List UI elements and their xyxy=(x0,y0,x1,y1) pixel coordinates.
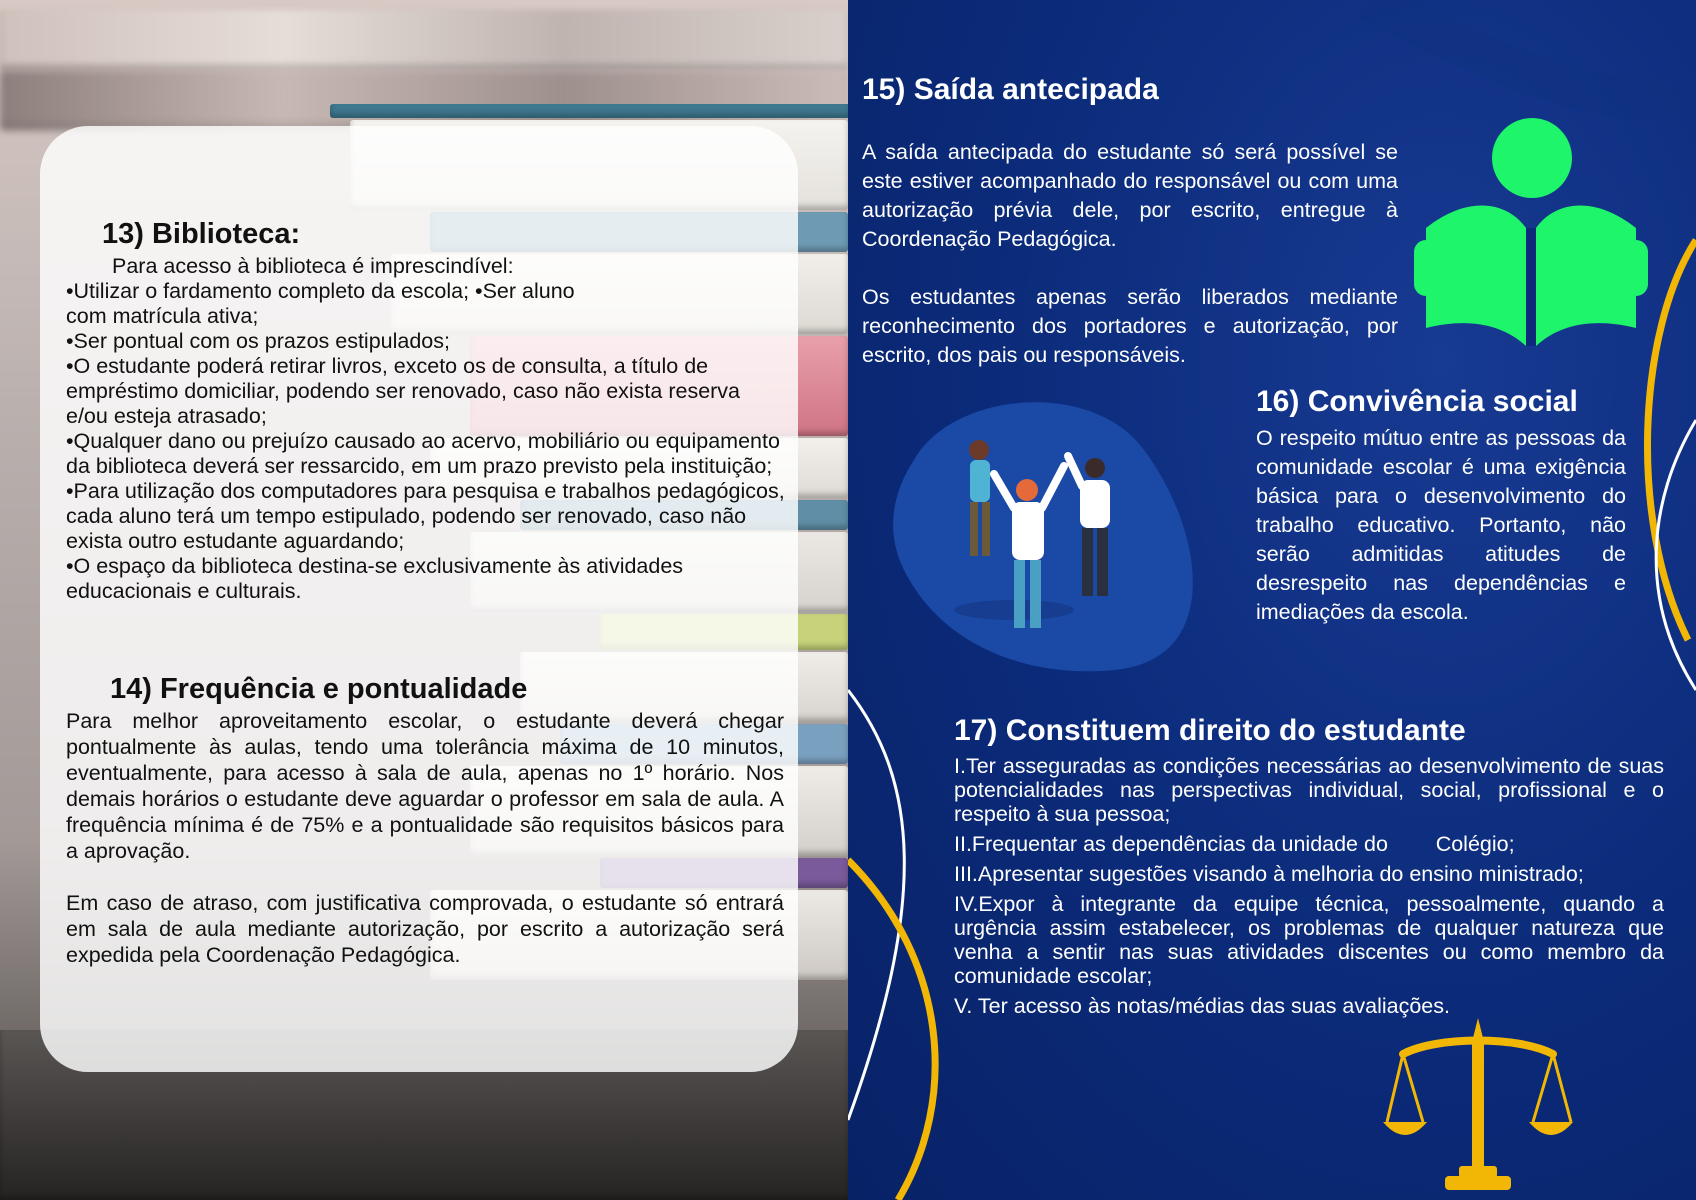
s14-paragraph-2: Em caso de atraso, com justificativa comprovada, o estudante só entrará em sala de aula mediante autorização, por escrito a autorização será expedida pela Coordenação Pedagógica. xyxy=(66,891,784,967)
s14-body xyxy=(66,708,784,968)
s13-item: •O espaço da biblioteca destina-se exclusivamente às atividades educacionais e culturais. xyxy=(66,554,684,603)
s16-paragraph: O respeito mútuo entre as pessoas da comunidade escolar é uma exigência básica para o desenvolvimento do trabalho educativo. Portanto, não serão admitidas atitudes de desrespeito nas dependências e imediações da escola. xyxy=(1256,426,1626,624)
s15-body xyxy=(862,138,1398,370)
s17-item: III.Apresentar sugestões visando à melhoria do ensino ministrado; xyxy=(954,862,1584,886)
s16-body xyxy=(1256,424,1626,627)
s16-title: 16) Convivência social xyxy=(1256,385,1578,418)
s17-body xyxy=(954,754,1664,1024)
s17-item: II.Frequentar as dependências da unidade do Colégio; xyxy=(954,832,1515,856)
s13-item: •Ser pontual com os prazos estipulados; xyxy=(66,329,450,353)
s17-item: I.Ter asseguradas as condições necessárias ao desenvolvimento de suas potencialidades nas perspectivas individual, social, profissional e o respeito à sua pessoa; xyxy=(954,754,1664,826)
s14-title: 14) Frequência e pontualidade xyxy=(110,673,528,705)
s15-paragraph-1: A saída antecipada do estudante só será possível se este estiver acompanhado do responsável ou com uma autorização prévia dele, por escrito, entregue à Coordenação Pedagógica. xyxy=(862,140,1398,251)
scales-of-justice-icon xyxy=(1383,1018,1573,1194)
s14-paragraph-1: Para melhor aproveitamento escolar, o estudante deverá chegar pontualmente às aulas, tendo uma tolerância máxima de 10 minutos, eventualmente, para acesso à sala de aula, apenas no 1º horário. Nos demais horários o estudante deve aguardar o professor em sala de aula. A frequência mínima é de 75% e a pontualidade são requisitos básicos para a aprovação. xyxy=(66,709,784,863)
s13-item: •O estudante poderá retirar livros, exceto os de consulta, a título de empréstimo domiciliar, podendo ser renovado, caso não exista reserva e/ou esteja atrasado; xyxy=(66,354,741,428)
reader-book-icon xyxy=(1406,118,1656,350)
s13-intro: Para acesso à biblioteca é imprescindível: xyxy=(112,254,514,278)
s13-item: •Qualquer dano ou prejuízo causado ao acervo, mobiliário ou equipamento da biblioteca deverá ser ressarcido, em um prazo previsto pela instituição; xyxy=(66,429,780,478)
s17-item: V. Ter acesso às notas/médias das suas avaliações. xyxy=(954,994,1450,1018)
people-high-five-illustration xyxy=(884,390,1204,680)
s13-item: •Para utilização dos computadores para pesquisa e trabalhos pedagógicos, cada aluno terá um tempo estipulado, podendo ser renovado, caso não exista outro estudante aguardando; xyxy=(66,479,785,553)
s13-body xyxy=(66,254,786,604)
s17-title: 17) Constituem direito do estudante xyxy=(954,714,1466,747)
s15-paragraph-2: Os estudantes apenas serão liberados mediante reconhecimento dos portadores e autorização, por escrito, dos pais ou responsáveis. xyxy=(862,285,1398,367)
s13-item: •Utilizar o fardamento completo da escola; •Ser aluno com matrícula ativa; xyxy=(66,279,575,328)
s13-title: 13) Biblioteca: xyxy=(102,218,301,250)
s17-item: IV.Expor à integrante da equipe técnica, pessoalmente, quando a urgência assim estabelecer, os problemas de qualquer natureza que venha a sentir nas suas atividades discentes ou como membro da comunidade escolar; xyxy=(954,892,1664,988)
s15-title: 15) Saída antecipada xyxy=(862,73,1159,106)
